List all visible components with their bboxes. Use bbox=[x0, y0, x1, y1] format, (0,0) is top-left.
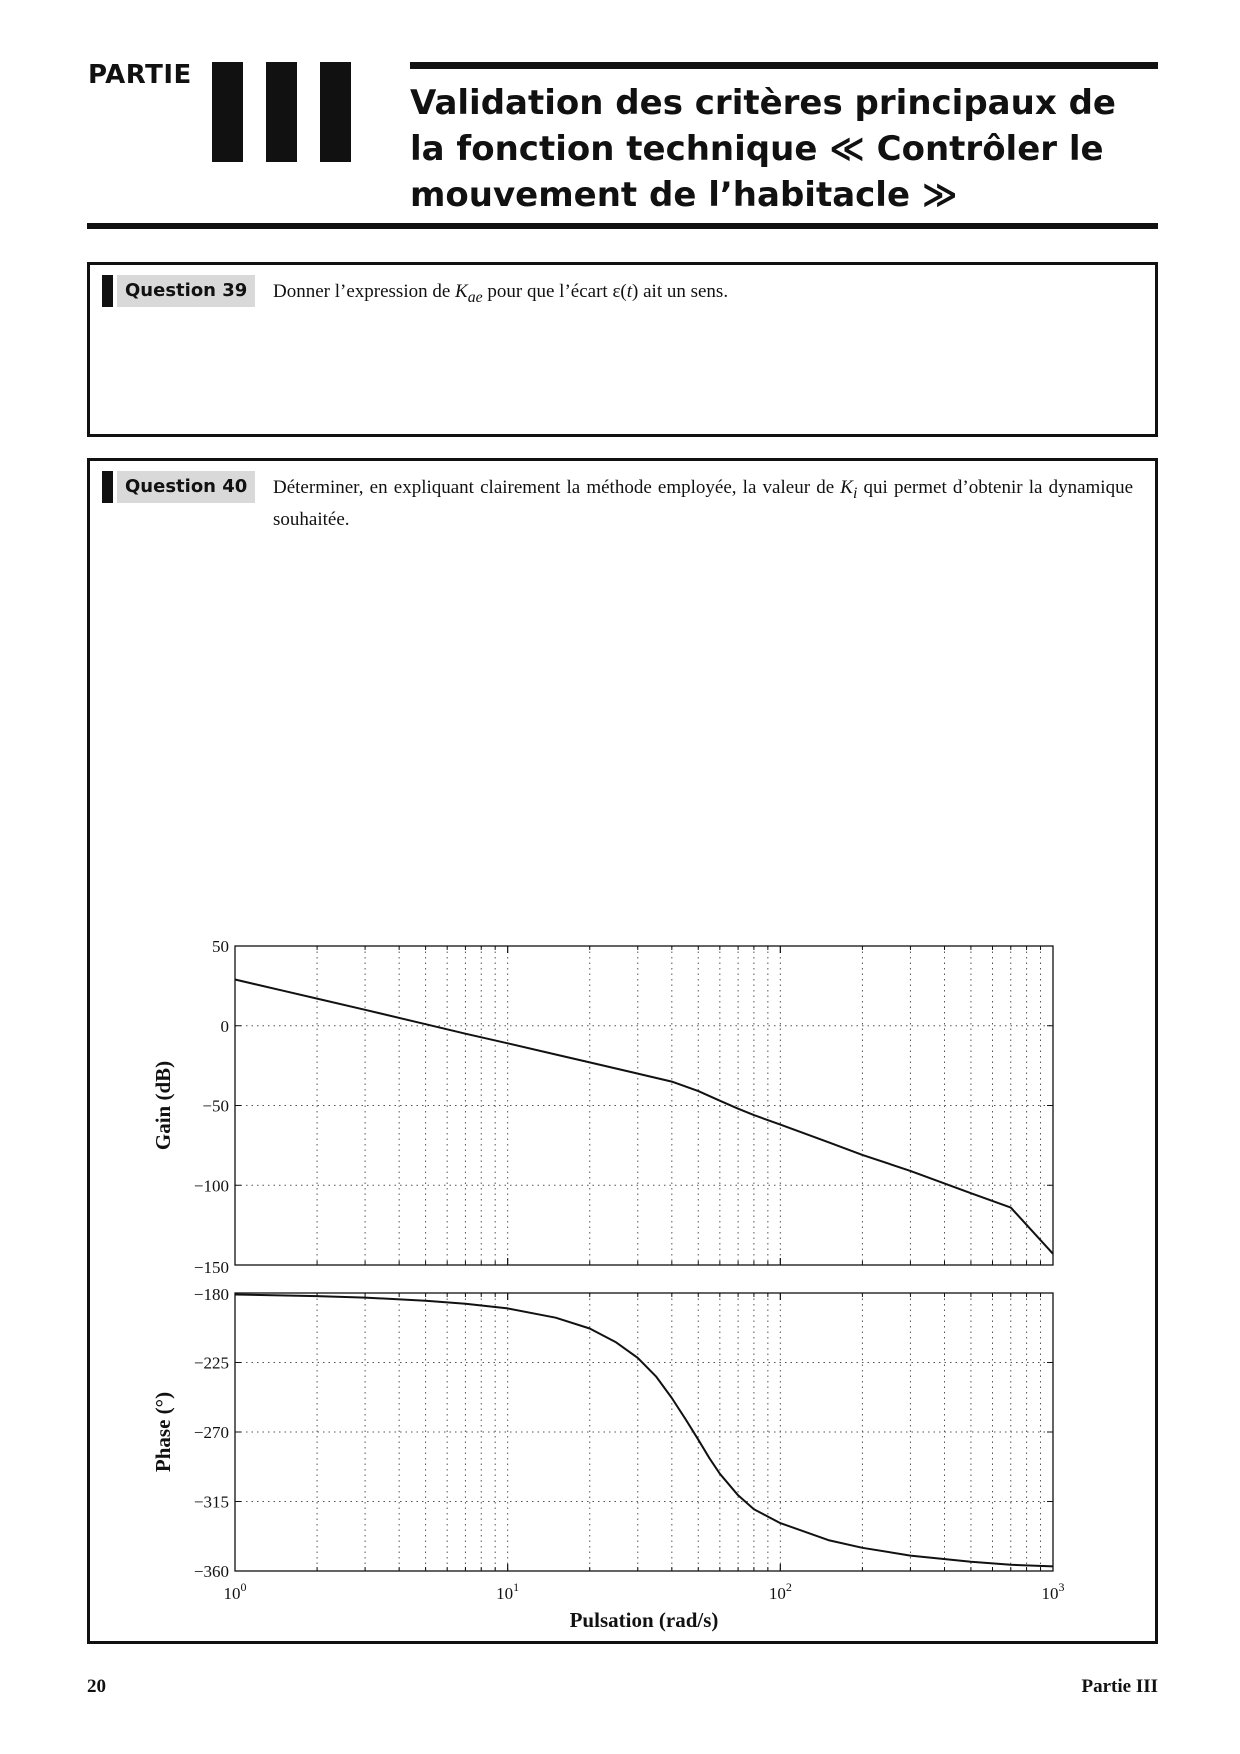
tick-label-y: −100 bbox=[193, 1176, 229, 1196]
gain-curve bbox=[235, 980, 1053, 1254]
bode-panel-phase bbox=[151, 1285, 1053, 1581]
axis-label-x: Pulsation (rad/s) bbox=[569, 1608, 719, 1632]
tick-label-y: −150 bbox=[193, 1258, 229, 1277]
tick-label-y: 50 bbox=[212, 937, 229, 956]
tick-label-y: −180 bbox=[193, 1285, 229, 1304]
tick-label-y: −50 bbox=[202, 1096, 229, 1116]
axis-label-y: Gain (dB) bbox=[151, 1060, 175, 1151]
axis-label-y: Phase (°) bbox=[151, 1391, 175, 1473]
plot-frame bbox=[235, 946, 1053, 1265]
tick-label-x: $10^0$ bbox=[223, 1580, 247, 1603]
partie-label: PARTIE bbox=[88, 60, 192, 90]
tick-label-x: $10^1$ bbox=[496, 1580, 520, 1603]
question-39-label: Question 39 bbox=[117, 275, 255, 307]
question-39-text: Donner l’expression de $K_{ae}$ pour que l’écart ε(t) ait un sens. bbox=[273, 281, 729, 306]
tick-label-y: −360 bbox=[193, 1562, 229, 1581]
phase-curve bbox=[235, 1295, 1053, 1567]
page-number: 20 bbox=[87, 1676, 106, 1697]
tick-label-x: $10^2$ bbox=[768, 1580, 792, 1603]
footer-part-label: Partie III bbox=[1081, 1676, 1158, 1697]
bode-panel-gain bbox=[151, 937, 1053, 1277]
tick-label-y: 0 bbox=[220, 1016, 229, 1036]
tick-label-x: $10^3$ bbox=[1041, 1580, 1065, 1603]
tick-label-y: −270 bbox=[193, 1423, 229, 1442]
question-40-label: Question 40 bbox=[117, 471, 255, 503]
tick-label-y: −315 bbox=[193, 1492, 229, 1512]
plot-frame bbox=[235, 1293, 1053, 1571]
question-40-text: Déterminer, en expliquant clairement la méthode employée, la valeur de $K_i$ qui permet d’obtenir la dynamique souhaitée. bbox=[273, 477, 1134, 530]
tick-label-y: −225 bbox=[193, 1353, 229, 1373]
page-title: Validation des critères principaux de la fonction technique ≪ Contrôler le mouvement de l’habitacle ≫ bbox=[410, 83, 1116, 215]
